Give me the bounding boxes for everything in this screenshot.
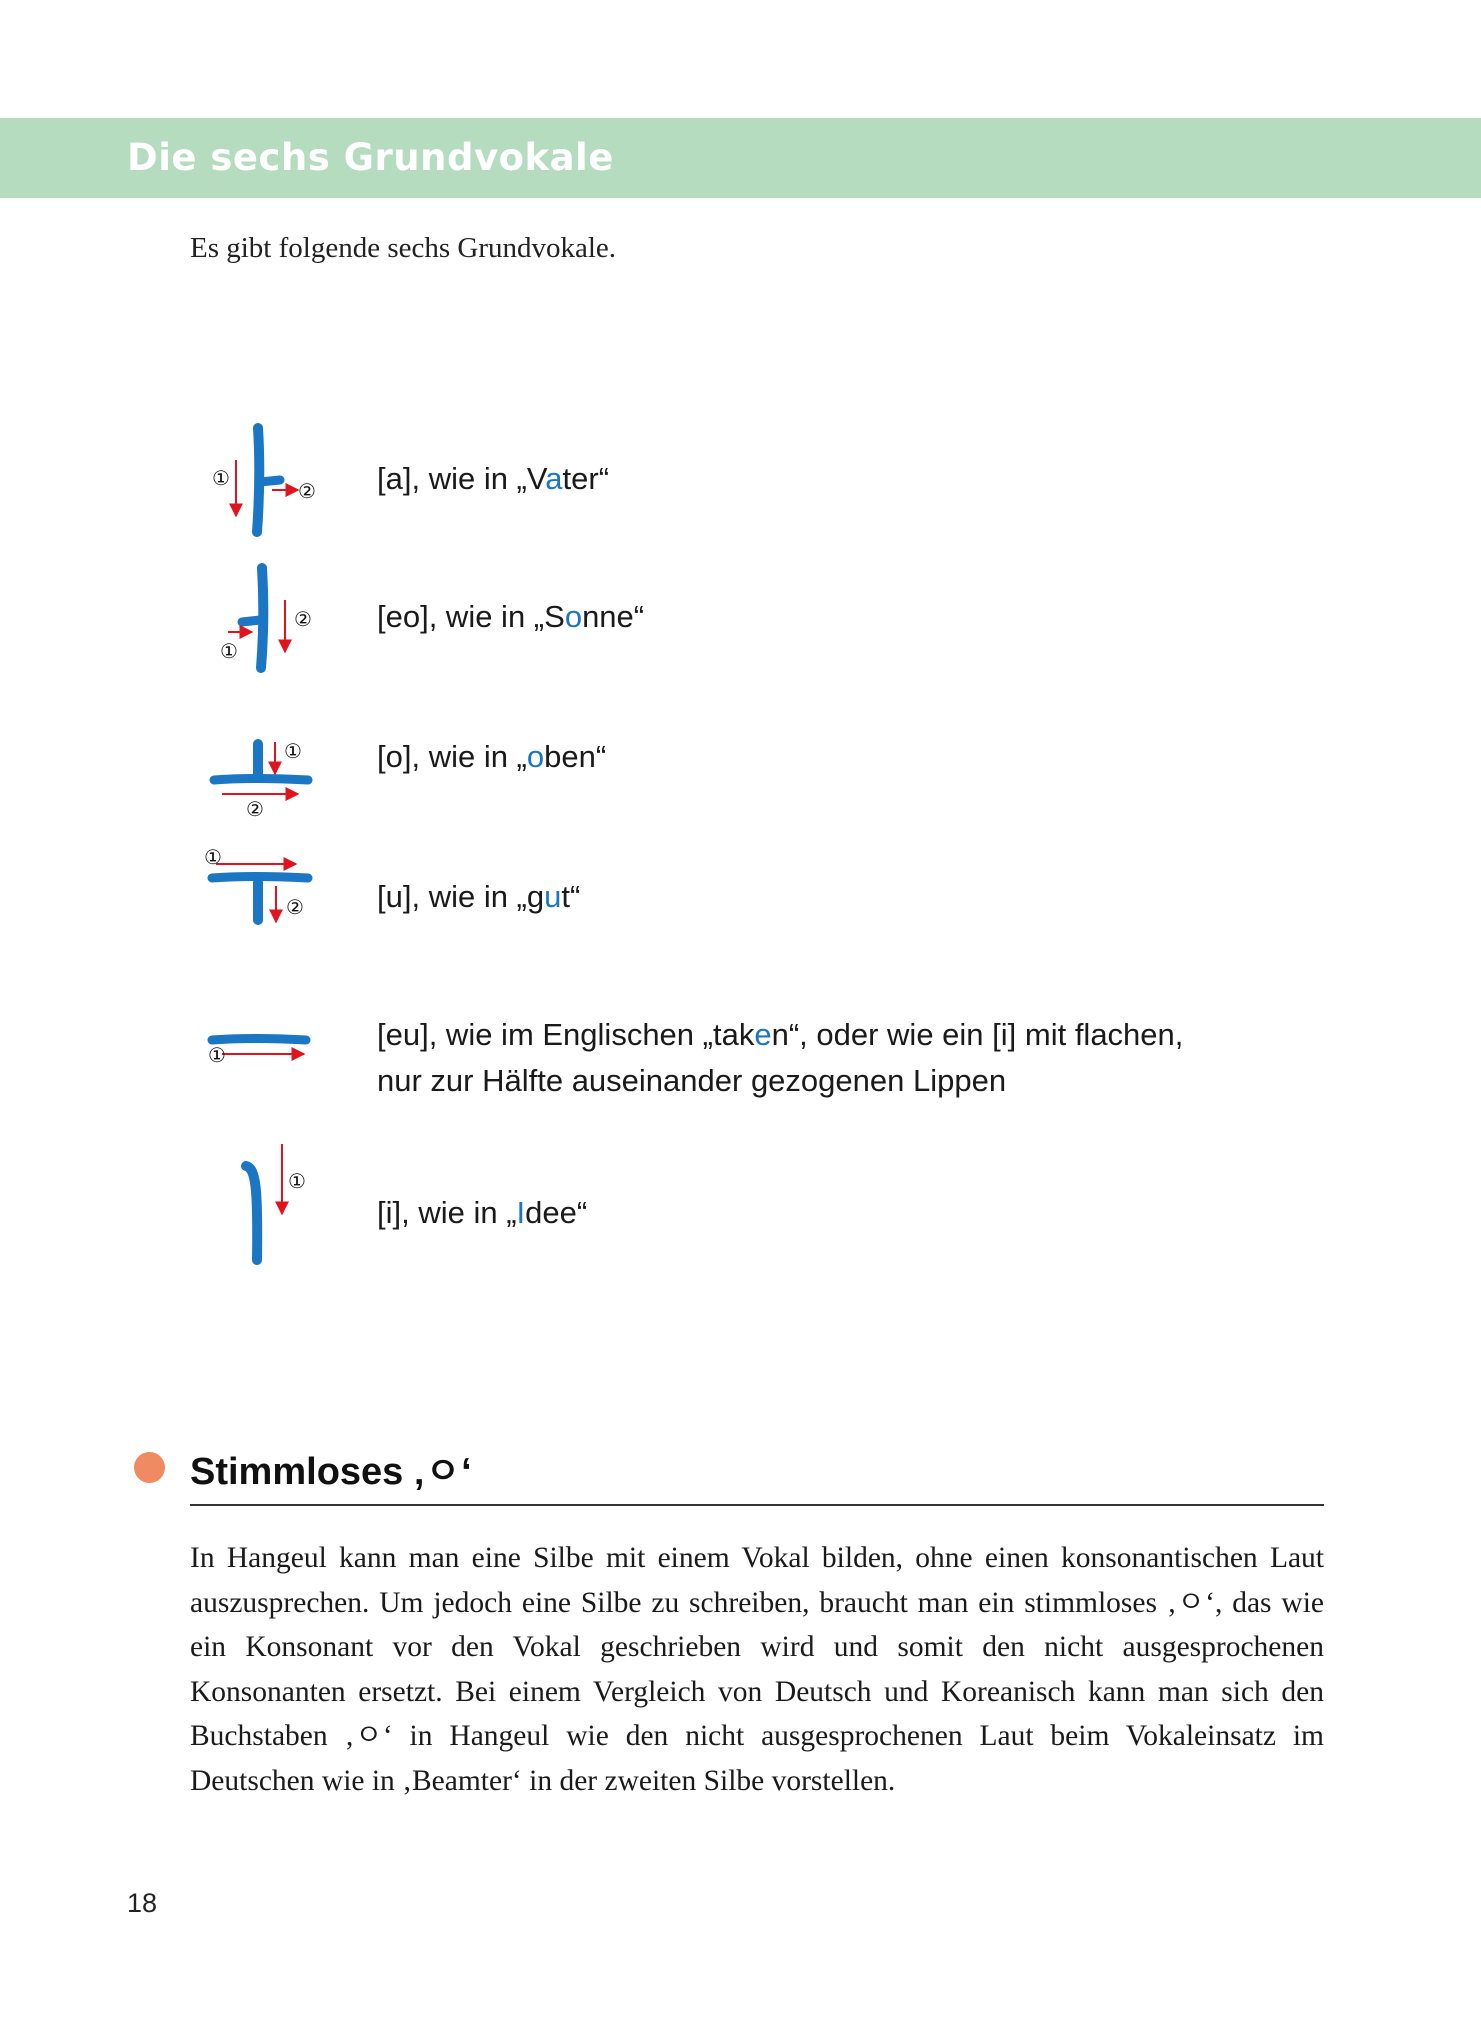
stroke-order-u <box>200 842 330 972</box>
stroke-number-2: ② <box>246 797 264 821</box>
vowel-description: [eu], wie im Englischen „taken“, oder wie ein [i] mit flachen, nur zur Hälfte auseinander gezogenen Lippen <box>377 1012 1183 1104</box>
stroke-number-1: ① <box>288 1169 306 1193</box>
highlighted-letter: o <box>526 739 545 774</box>
stroke-number-2: ② <box>298 479 316 503</box>
stroke-number-1: ① <box>212 466 230 490</box>
stroke-number-2: ② <box>294 607 312 631</box>
vowel-description: [u], wie in „gut“ <box>377 879 581 914</box>
section-bullet-dot <box>134 1452 165 1483</box>
highlighted-letter: e <box>754 1017 772 1052</box>
stroke-order-i <box>200 1140 330 1270</box>
stroke-order-eu <box>200 990 330 1120</box>
stroke-number-2: ② <box>286 895 304 919</box>
vowel-description: [i], wie in „Idee“ <box>377 1195 588 1230</box>
vowel-description: [o], wie in „oben“ <box>377 739 607 774</box>
stroke-number-1: ① <box>220 639 238 663</box>
highlighted-letter: u <box>544 879 562 914</box>
section-body-paragraph: In Hangeul kann man eine Silbe mit einem Vokal bilden, ohne einen konsonantischen Laut auszusprechen. Um jedoch eine Silbe zu schreiben, braucht man ein stimmloses ‚ㅇ‘, das wie ein Konsonant vor den Vokal geschrieben wird und somit den nicht ausgesprochenen Konsonanten ersetzt. Bei einem Vergleich von Deutsch und Koreanisch kann man sich den Buchstaben ‚ㅇ‘ in Hangeul wie den nicht ausgesprochenen Laut beim Vokaleinsatz im Deutschen wie in ‚Beamter‘ in der zweiten Silbe vorstellen. <box>190 1542 1324 1797</box>
stroke-number-1: ① <box>204 845 222 869</box>
page-number: 18 <box>127 1888 158 1918</box>
stroke-order-o <box>200 728 330 858</box>
highlighted-letter: I <box>516 1195 526 1230</box>
vowel-description: [eo], wie in „Sonne“ <box>377 599 645 634</box>
intro-text: Es gibt folgende sechs Grundvokale. <box>190 232 617 264</box>
page-title: Die sechs Grundvokale <box>127 136 614 179</box>
stroke-number-1: ① <box>284 739 302 763</box>
stroke-order-eo <box>200 560 330 690</box>
stroke-order-a <box>200 420 330 550</box>
section-header-banner <box>0 118 1481 198</box>
section-title: Stimmloses ‚ㅇ‘ <box>190 1451 472 1493</box>
section-divider <box>190 1504 1324 1506</box>
stroke-number-1: ① <box>208 1043 226 1067</box>
vowel-description-line2: nur zur Hälfte auseinander gezogenen Lippen <box>377 1063 1007 1098</box>
vowel-description: [a], wie in „Vater“ <box>377 461 610 496</box>
highlighted-letter: a <box>545 461 563 496</box>
highlighted-letter: o <box>564 599 583 634</box>
